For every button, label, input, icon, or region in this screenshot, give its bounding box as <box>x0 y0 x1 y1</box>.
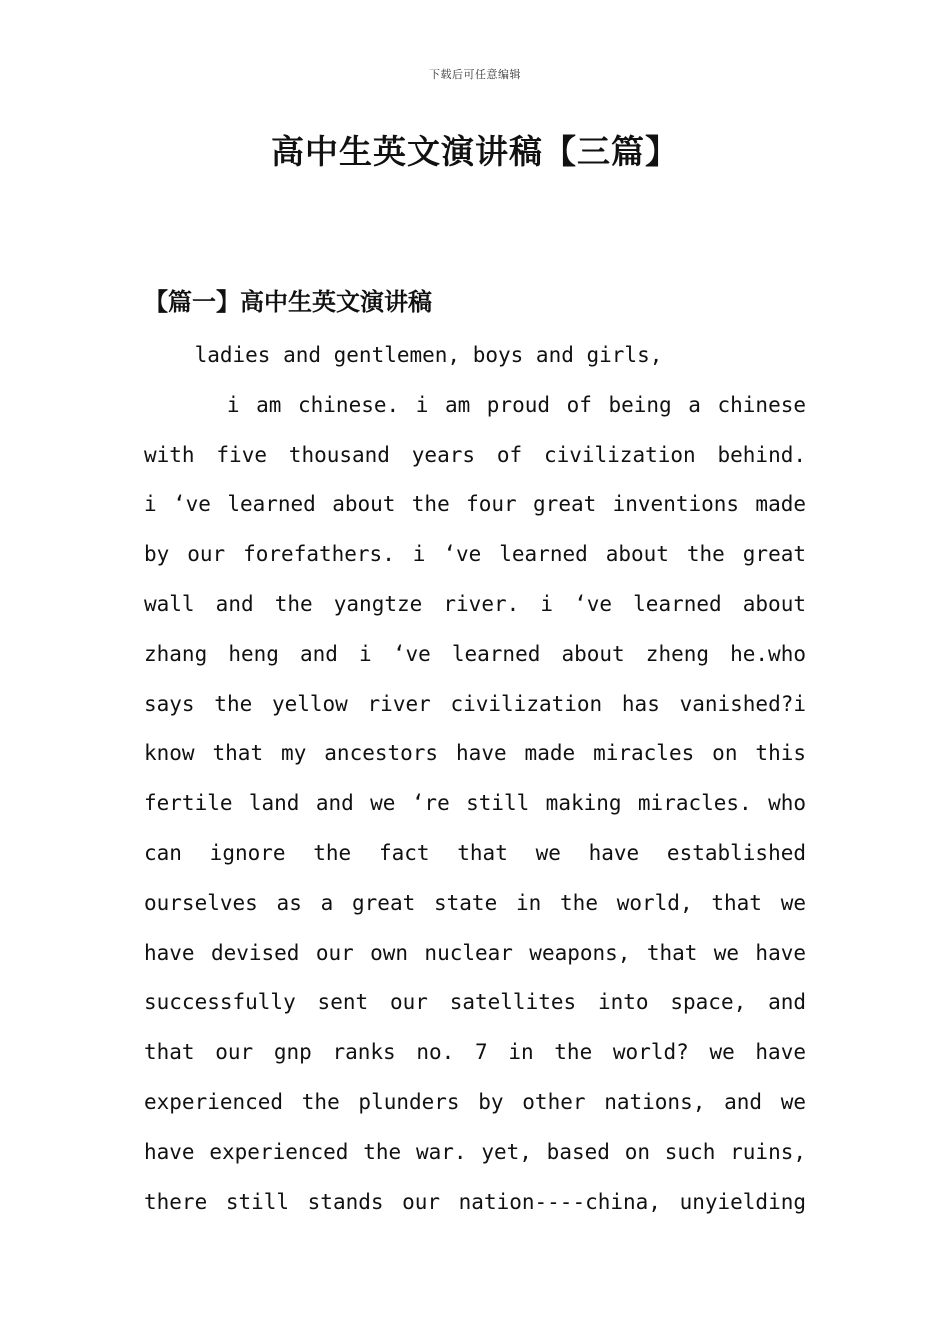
text-line: fertile land and we ‘re still making miracles. who <box>144 791 806 816</box>
text-line: experienced the plunders by other nations, and we <box>144 1089 806 1114</box>
text-line: zhang heng and i ‘ve learned about zheng he.who <box>144 641 806 666</box>
section-heading: 【篇一】高中生英文演讲稿 <box>144 288 432 316</box>
text-line: have experienced the war. yet, based on such ruins, <box>144 1139 806 1164</box>
text-line: that our gnp ranks no. 7 in the world? we have <box>144 1040 806 1065</box>
document-title: 高中生英文演讲稿【三篇】 <box>271 132 679 171</box>
speech-body <box>144 331 806 1227</box>
text-line: know that my ancestors have made miracles on this <box>144 741 806 766</box>
text-line: by our forefathers. i ‘ve learned about the great <box>144 542 806 567</box>
text-line: ladies and gentlemen, boys and girls, <box>144 343 663 367</box>
text-line: successfully sent our satellites into space, and <box>144 990 806 1015</box>
text-line: can ignore the fact that we have established <box>144 840 806 865</box>
text-line: ourselves as a great state in the world, that we <box>144 890 806 915</box>
header-note: 下载后可任意编辑 <box>429 68 521 81</box>
text-line: with five thousand years of civilization behind. <box>144 442 806 467</box>
text-line: there still stands our nation----china, unyielding <box>144 1189 806 1214</box>
text-line: says the yellow river civilization has vanished?i <box>144 691 806 716</box>
text-line: i am chinese. i am proud of being a chinese <box>144 392 806 417</box>
text-line: i ‘ve learned about the four great inventions made <box>144 492 806 517</box>
text-line: have devised our own nuclear weapons, that we have <box>144 940 806 965</box>
text-line: wall and the yangtze river. i ‘ve learned about <box>144 591 806 616</box>
